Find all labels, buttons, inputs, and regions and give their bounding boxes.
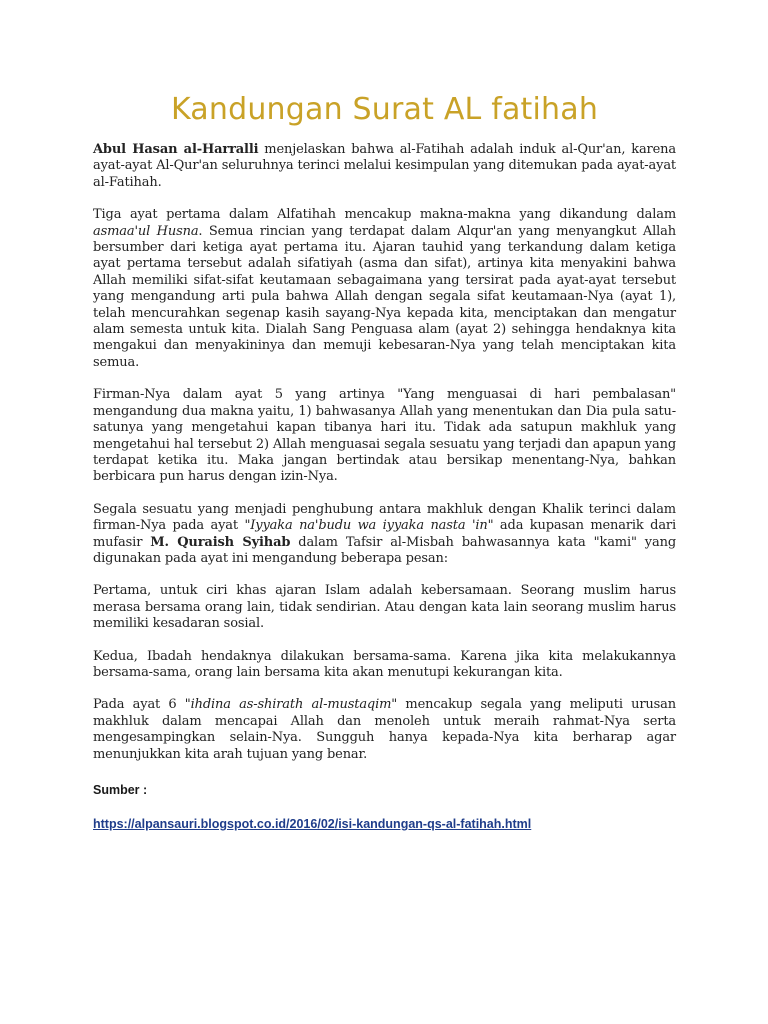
paragraph-5-text: Pertama, untuk ciri khas ajaran Islam adalah kebersamaan. Seorang muslim harus merasa bersama orang lain, tidak sendirian. Atau dengan kata lain seorang muslim harus memiliki kesadaran sosial.: [93, 583, 676, 632]
paragraph-3: [93, 387, 676, 485]
mufasir-name: M. Quraish Syihab: [150, 534, 291, 550]
paragraph-4-text-c: dalam Tafsir al-Misbah bahwasannya kata "kami" yang digunakan pada ayat ini mengandung beberapa pesan:: [93, 534, 676, 566]
source-label: Sumber :: [93, 783, 148, 797]
iyyaka-verse: "Iyyaka na'budu wa iyyaka nasta 'in": [244, 518, 494, 534]
paragraph-1-text: menjelaskan bahwa al-Fatihah adalah induk al-Qur'an, karena ayat-ayat Al-Qur'an seluruhnya terinci melalui kesimpulan yang ditemukan pada ayat-ayat al-Fatihah.: [93, 142, 676, 190]
page-title: Kandungan Surat AL fatihah: [170, 92, 599, 127]
source-link[interactable]: https://alpansauri.blogspot.co.id/2016/02/isi-kandungan-qs-al-fatihah.html: [93, 817, 532, 831]
paragraph-6: [93, 649, 676, 682]
paragraph-2-text-a: Tiga ayat pertama dalam Alfatihah mencakup makna-makna yang dikandung dalam: [93, 207, 676, 223]
paragraph-4-text-b: ada kupasan menarik dari mufasir: [93, 518, 676, 550]
asmaul-husna-term: asmaa'ul Husna: [93, 223, 199, 239]
paragraph-3-text: Firman-Nya dalam ayat 5 yang artinya "Yang menguasai di hari pembalasan" mengandung dua makna yaitu, 1) bahwasanya Allah yang menentukan dan Dia pula satu-satunya yang mengetahui kapan tibanya hari itu. Tidak ada satupun makhluk yang mengetahui hal tersebut 2) Allah menguasai segala sesuatu yang terjadi dan apapun yang terdapat ketika itu. Maka jangan bertindak atau bersikap menentang-Nya, bahkan berbicara pun harus dengan izin-Nya.: [93, 387, 676, 485]
author-name: Abul Hasan al-Harralli: [93, 142, 259, 157]
paragraph-4-text-a: Segala sesuatu yang menjadi penghubung antara makhluk dengan Khalik terinci dalam firman-Nya pada ayat: [93, 501, 676, 534]
paragraph-5: [93, 583, 676, 632]
paragraph-1: [93, 142, 676, 191]
paragraph-2-text-b: . Semua rincian yang terdapat dalam Alqur'an yang menyangkut Allah bersumber dari ketiga ayat pertama itu. Ajaran tauhid yang terkandung dalam ketiga ayat pertama tersebut adalah sifatiyah (asma dan sifat), artinya kita menyakini bahwa Allah memiliki sifat-sifat keutamaan sebagaimana yang tersirat pada ayat-ayat tersebut yang mengandung arti pula bahwa Allah dengan segala sifat keutamaan-Nya (ayat 1), telah mencurahkan segenap kasih sayang-Nya kepada kita, menciptakan dan mengatur alam semesta untuk kita. Dialah Sang Penguasa alam (ayat 2) sehingga hendaknya kita mengakui dan menyakininya dan memuji kebesaran-Nya yang telah menciptakan kita semua.: [93, 223, 676, 370]
paragraph-6-text: Kedua, Ibadah hendaknya dilakukan bersama-sama. Karena jika kita melakukannya bersama-sama, orang lain bersama kita akan menutupi kekurangan kita.: [93, 648, 676, 680]
paragraph-7-text-a: Pada ayat 6: [93, 697, 185, 713]
paragraph-2: [93, 207, 676, 371]
paragraph-7: [93, 697, 676, 763]
paragraph-4: [93, 502, 676, 568]
paragraph-7-text-b: mencakup segala yang meliputi urusan makhluk dalam mencapai Allah dan menoleh untuk meraih rahmat-Nya serta mengesampingkan selain-Nya. Sungguh hanya kepada-Nya kita berharap agar menunjukkan kita arah tujuan yang benar.: [93, 697, 676, 762]
ihdina-verse: "ihdina as-shirath al-mustaqim": [184, 697, 398, 713]
